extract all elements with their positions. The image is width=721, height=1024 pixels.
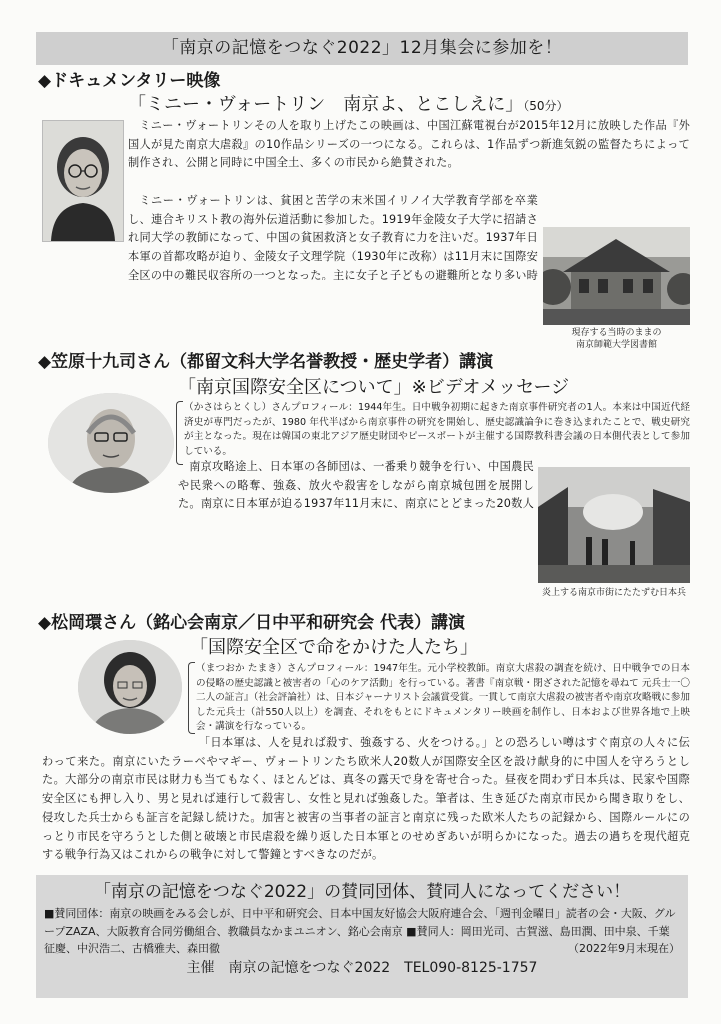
supporters-list	[36, 905, 688, 958]
kasahara-paragraph: 南京攻略途上、日本軍の各師団は、一番乗り競争を行い、中国農民や民衆への略奪、強姦、放火や殺害をしながら南京城包囲を展開した。南京に日本軍が迫る1937年11月末に、南京にとどまった20数人	[178, 460, 534, 511]
section-documentary-heading: ◆ドキュメンタリー映像	[38, 71, 221, 91]
matsuoka-title: 「国際安全区で命をかけた人たち」	[190, 637, 478, 658]
nanjing-street-photo	[538, 467, 690, 583]
supporters-date-note: （2022年9月末現在）	[568, 942, 680, 955]
section-kasahara-heading: ◆笠原十九司さん（都留文科大学名誉教授・歴史学者）講演	[38, 352, 494, 372]
section-matsuoka-heading: ◆松岡環さん（銘心会南京／日中平和研究会 代表）講演	[38, 613, 465, 633]
documentary-paragraph-2: ミニー・ヴォートリンは、貧困と苦学の末米国イリノイ大学教育学部を卒業し、連合キリスト教の海外伝道活動に参加した。1919年金陵女子大学に招請され同大学の教師になって、中国の貧困救済と女子教育に力を注いだ。1937年日本軍の首都攻略が迫り、金陵女子文理学院（1930年に改称）は11月末に国際安全区の中の難民収容所の一つとなった。主に女子と子どもの避難所となり多い時	[128, 194, 538, 280]
matsuoka-profile-bracket	[188, 662, 195, 734]
documentary-paragraph-1: ミニー・ヴォートリンその人を取り上げたこの映画は、中国江蘇電視台が2015年12月に放映した作品『外国人が見た南京大虐殺』の10作品シリーズの一つになる。これらは、1作品ずつ新進気鋭の監督たちによって制作され、公開と同時に中国全土、多くの市民から絶賛された。	[128, 119, 690, 170]
library-caption-1: 現存する当時のままの	[571, 328, 662, 338]
documentary-text-bottom	[42, 267, 538, 342]
supporters-box	[36, 875, 688, 998]
matsuoka-paragraph: 「日本軍は、人を見れば殺す、強姦する、火をつける。」との恐ろしい噂はすぐ南京の人々に伝わって来た。南京にいたラーベやマギー、ヴォートリンたち欧米人20数人が国際安全区を設け献身的に中国人を守ろうとした。大部分の南京市民は財力も当てもなく、ほとんどは、真冬の露天で身を寄せ合った。昼夜を問わず日本兵は、民家や国際安全区にも押し入り、男と見れば連行して殺害し、女性と見れば強姦した。筆者は、生き延びた南京市民から聞き取りをし、侵攻した兵士からも証言を記録し続けた。加害と被害の当事者の証言と南京に残った欧米人たちの記録から、国際ルールにのっとり市民を守ろうとした側と破壊と市民虐殺を繰り返した日本軍とのせめぎあいが明らかになった。過去の過ちを現代超克する戦争行為又はこれからの戦争に対して警鐘とすべきなのだが。	[42, 736, 690, 862]
kasahara-portrait	[48, 393, 174, 493]
kasahara-title: 「南京国際安全区について」※ビデオメッセージ	[178, 377, 570, 398]
nanjing-street-caption: 炎上する南京市街にたたずむ日本兵	[541, 588, 686, 598]
matsuoka-text	[42, 734, 690, 865]
documentary-duration: （50分）	[523, 99, 569, 113]
documentary-title	[128, 93, 569, 118]
supporters-groups: ■賛同団体：南京の映画をみる会しが、日中平和研究会、日本中国友好協会大阪府連合会、「週刊金曜日」読者の会・大阪、グループZAZA、大阪教育合同労働組合、教職員なかまユニオン、銘心会南京 ■賛同人：岡田光司、古賀滋、島田潤、田中泉、千葉征慶、中沢浩二、古橋雅夫、森田徹	[44, 907, 676, 955]
kasahara-text-bottom	[42, 514, 534, 589]
vautrin-portrait	[42, 120, 124, 242]
library-caption-2: 南京師範大学図書館	[575, 340, 657, 350]
kasahara-text-top	[178, 458, 534, 514]
kasahara-profile: （かさはらとくし）さんプロフィール：1944年生。日中戦争初期に起きた南京事件研究者の1人。本来は中国近代経済史が専門だったが、1980 年代半ばから南京事件の研究を開始し、歴史認識論争に巻き込まれたことで、戦史研究が主となった。現在は韓国の東北アジア歴史財団やピースボートが主催する国際教科書会議の日本側代表として参加している。	[184, 402, 690, 457]
documentary-text-top	[128, 117, 690, 173]
organizer-line: 主催 南京の記憶をつなぐ2022 TEL090-8125-1757	[186, 959, 538, 976]
documentary-title-text: 「ミニー・ヴォートリン 南京よ、とこしえに」	[128, 94, 524, 115]
matsuoka-portrait	[78, 640, 182, 734]
library-photo	[543, 227, 690, 325]
kasahara-profile-bracket	[176, 401, 183, 465]
event-banner: 「南京の記憶をつなぐ2022」12月集会に参加を！	[36, 32, 688, 65]
supporters-title: 「南京の記憶をつなぐ2022」の賛同団体、賛同人になってください！	[93, 882, 631, 902]
matsuoka-profile: （まつおか たまき）さんプロフィール：1947年生。元小学校教師。南京大虐殺の調査を続け、日中戦争での日本の侵略の歴史認識と被害者の「心のケア活動」を行っている。著書『南京戦・閉ざされた記憶を尋ねて 元兵士一〇二人の証言』（社会評論社）は、日本ジャーナリスト会議賞受賞。一貫して南京大虐殺の被害者や南京攻略戦に参加した元兵士（計550人以上）を調査、それをもとにドキュメンタリー映画を制作し、日本および世界各地で上映会・講演を行なっている。	[196, 663, 690, 733]
